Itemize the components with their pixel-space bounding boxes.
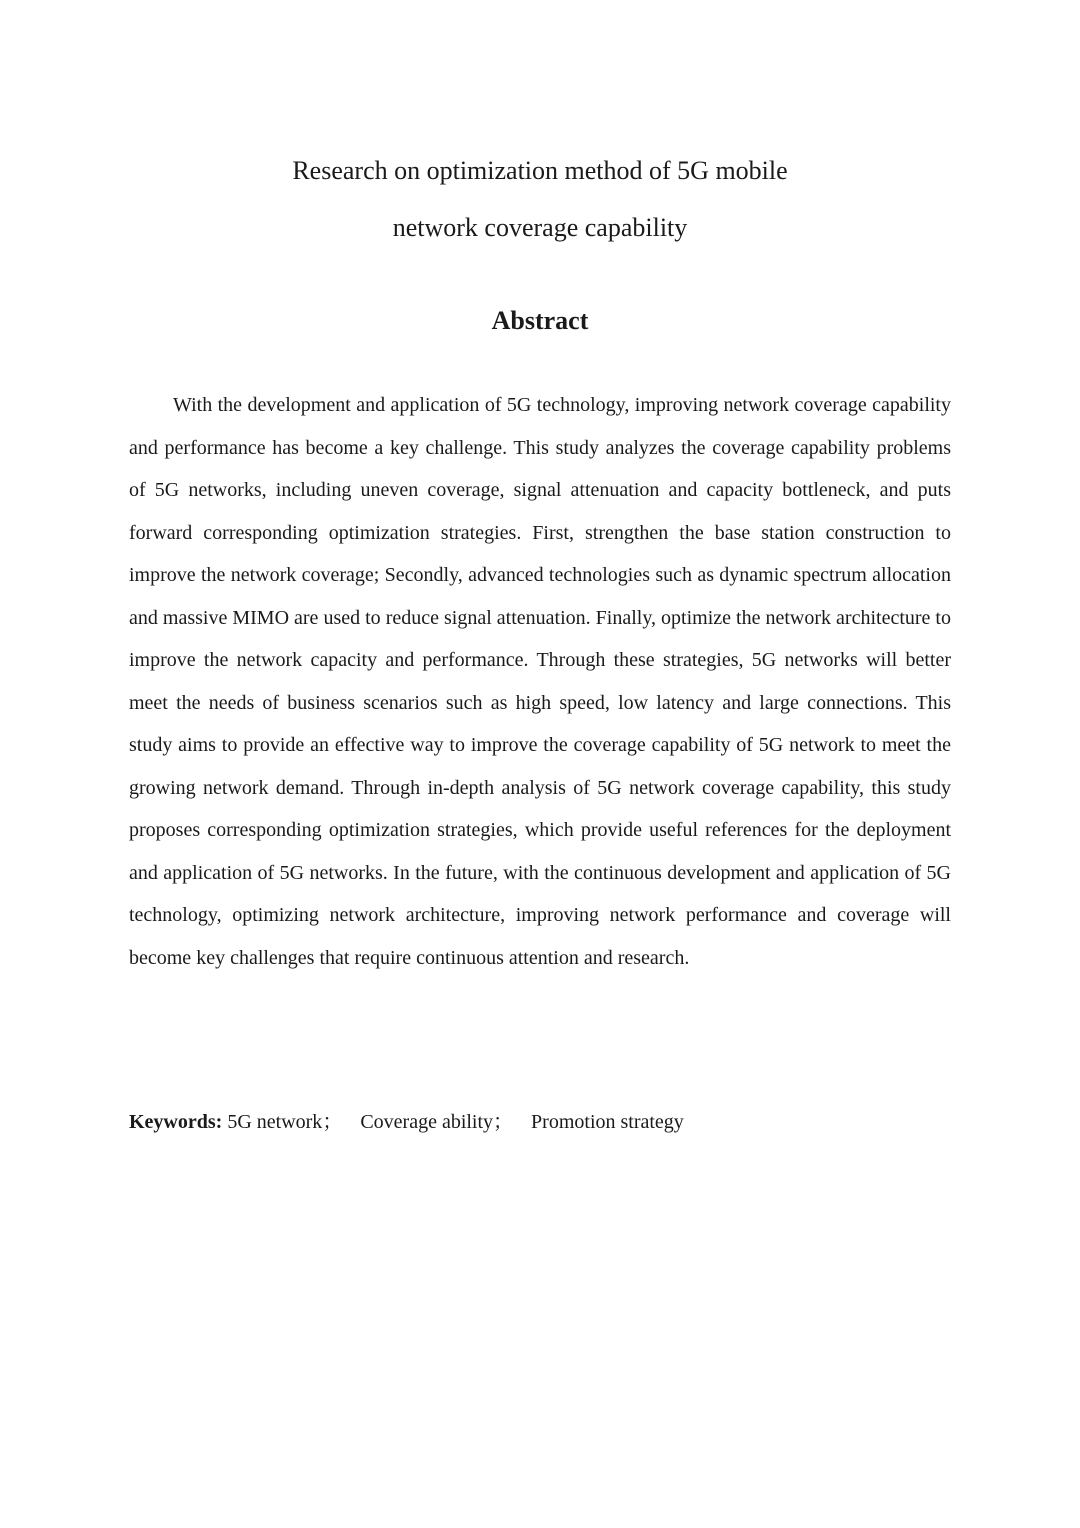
keywords-line (129, 1101, 951, 1143)
keyword-separator: ； (493, 1111, 514, 1133)
keyword-item: Coverage ability (360, 1111, 494, 1133)
abstract-body: With the development and application of 5G technology, improving network coverage capability and performance has become a key challenge. This study analyzes the coverage capability problems of 5G networks, including uneven coverage, signal attenuation and capacity bottleneck, and puts forward corresponding optimization strategies. First, strengthen the base station construction to improve the network coverage; Secondly, advanced technologies such as dynamic spectrum allocation and massive MIMO are used to reduce signal attenuation. Finally, optimize the network architecture to improve the network capacity and performance. Through these strategies, 5G networks will better meet the needs of business scenarios such as high speed, low latency and large connections. This study aims to provide an effective way to improve the coverage capability of 5G network to meet the growing network demand. Through in-depth analysis of 5G network coverage capability, this study proposes corresponding optimization strategies, which provide useful references for the deployment and application of 5G networks. In the future, with the continuous development and application of 5G technology, optimizing network architecture, improving network performance and coverage will become key challenges that require continuous attention and research. (129, 394, 951, 969)
keywords-label: Keywords: (129, 1111, 223, 1133)
abstract-heading: Abstract (491, 306, 589, 335)
paper-title-line-1: Research on optimization method of 5G mobile (292, 156, 788, 185)
keyword-item: Promotion strategy (531, 1111, 684, 1133)
keyword-item: 5G network (227, 1111, 323, 1133)
paper-title-line-2: network coverage capability (392, 213, 688, 242)
keyword-separator: ； (322, 1111, 343, 1133)
